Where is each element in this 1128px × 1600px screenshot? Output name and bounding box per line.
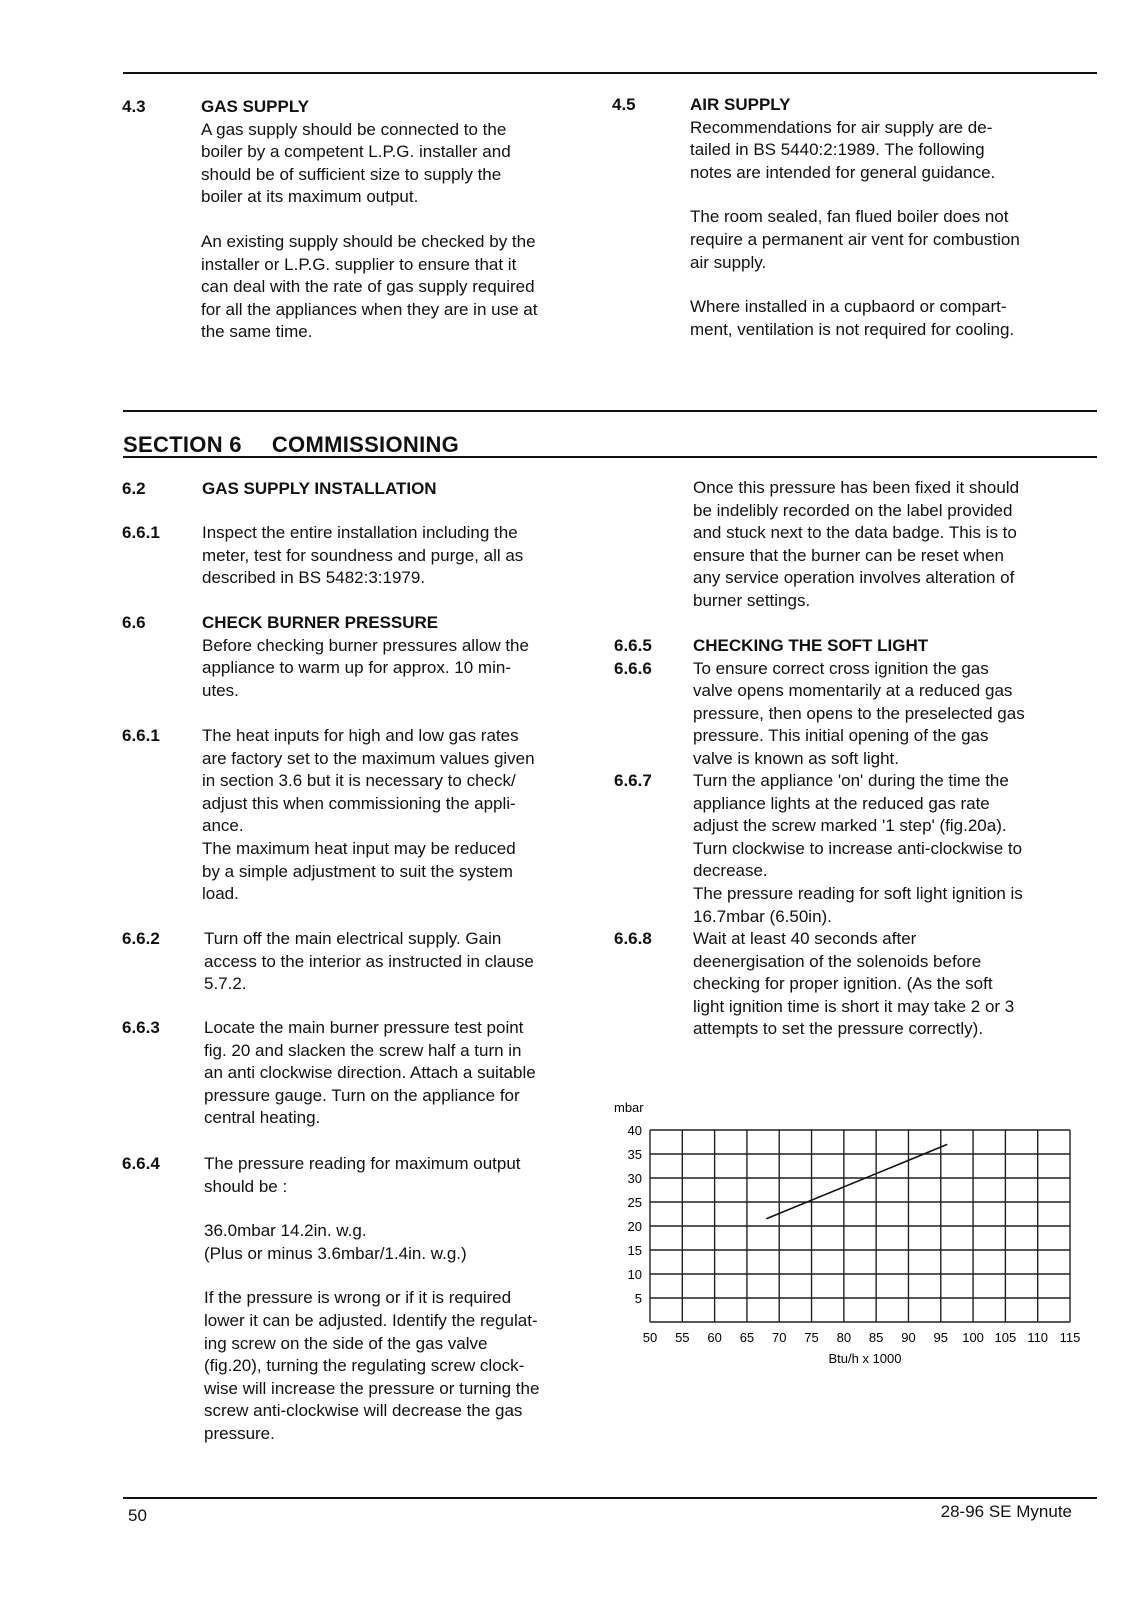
x-tick-label: 110: [1027, 1330, 1049, 1345]
paragraph-text: Turn the appliance 'on' during the time the appliance lights at the reduced gas rate adjust the screw marked '1 step' (fig.20a). Turn clockwise to increase anti-clockwise to decrease. The pressure reading for soft light ignition is 16.7mbar (6.50in).: [693, 771, 1023, 926]
paragraph: [693, 477, 1093, 613]
paragraph-text: The heat inputs for high and low gas rates are factory set to the maximum values given in section 3.6 but it is necessary to check/ adjust this when commissioning the appli- ance. The maximum heat input may be reduced by a simple adjustment to suit the system load.: [202, 726, 535, 904]
y-tick-label: 20: [627, 1219, 642, 1234]
paragraph: [693, 928, 1093, 1041]
pressure-line: [766, 1144, 947, 1218]
heading-air-supply: AIR SUPPLY: [690, 95, 791, 114]
y-tick-label: 40: [627, 1123, 642, 1138]
x-tick-label: 55: [675, 1330, 690, 1345]
paragraph: The room sealed, fan flued boiler does not require a permanent air vent for combustion air supply.: [690, 207, 1020, 272]
section-rule-top: [123, 410, 1097, 412]
paragraph-text: If the pressure is wrong or if it is required lower it can be adjusted. Identify the regulat- ing screw on the side of the gas valve (fig.20), turning the regulating screw clock- wise will increase the pressure or turning the screw anti-clockwise will decrease the gas pressure.: [204, 1288, 540, 1443]
clause-number: [614, 635, 652, 680]
x-tick-label: 70: [771, 1330, 787, 1345]
section-number: SECTION 6: [123, 432, 242, 457]
clause-number: 6.6.7: [614, 771, 652, 790]
clause-number-666: 6.6.6: [614, 658, 652, 678]
y-axis-label: mbar: [614, 1100, 644, 1115]
clause-number: 6.6: [122, 613, 146, 632]
page-number: 50: [128, 1506, 147, 1525]
paragraph-text: Inspect the entire installation including the meter, test for soundness and purge, all as described in BS 5482:3:1979.: [202, 523, 524, 588]
pressure-value: 36.0mbar 14.2in. w.g. (Plus or minus 3.6mbar/1.4in. w.g.): [204, 1221, 467, 1263]
y-tick-label: 25: [627, 1195, 642, 1210]
x-tick-label: 115: [1059, 1330, 1081, 1345]
paragraph: [204, 1017, 604, 1130]
clause-number: 6.6.8: [614, 929, 652, 948]
paragraph: [204, 928, 604, 996]
paragraph-text: Wait at least 40 seconds after deenergisation of the solenoids before checking for proper ignition. (As the soft light ignition time is short it may take 2 or 3 attempts to set the pressure correctly).: [693, 929, 1015, 1039]
y-tick-label: 35: [627, 1147, 642, 1162]
paragraph-text: Turn off the main electrical supply. Gain access to the interior as instructed in clause 5.7.2.: [204, 929, 534, 994]
footer-rule: [123, 1497, 1097, 1499]
paragraph-text: Once this pressure has been fixed it should be indelibly recorded on the label provided and stuck next to the data badge. This is to ensure that the burner can be reset when any service operation involves alteration of burner settings.: [693, 478, 1020, 610]
paragraph: Recommendations for air supply are de- tailed in BS 5440:2:1989. The following notes are intended for general guidance.: [690, 117, 996, 182]
y-tick-label: 15: [627, 1243, 642, 1258]
paragraph: [202, 522, 602, 590]
top-rule: [123, 72, 1097, 74]
paragraph-text: Before checking burner pressures allow the appliance to warm up for approx. 10 min- utes.: [202, 635, 529, 700]
paragraph-text: To ensure correct cross ignition the gas valve opens momentarily at a reduced gas pressure, then opens to the preselected gas pressure. This initial opening of the gas valve is known as soft light.: [693, 658, 1025, 768]
paragraph: [693, 770, 1093, 928]
heading-gas-supply: GAS SUPPLY: [201, 97, 310, 116]
x-tick-label: 60: [707, 1330, 722, 1345]
soft-light-block: [693, 635, 1093, 771]
clause-number: 6.6.4: [122, 1154, 160, 1173]
clause-number: 6.6.2: [122, 929, 160, 948]
section-heading: [123, 432, 489, 458]
x-tick-label: 75: [804, 1330, 819, 1345]
x-tick-label: 105: [994, 1330, 1017, 1345]
y-tick-label: 30: [627, 1171, 642, 1186]
x-tick-label: 95: [933, 1330, 949, 1345]
paragraph: Where installed in a cupbaord or compart- ment, ventilation is not required for cooling.: [690, 297, 1015, 339]
x-tick-label: 50: [642, 1330, 658, 1345]
heading-soft-light: CHECKING THE SOFT LIGHT: [693, 636, 929, 655]
pressure-chart: [600, 1090, 1100, 1390]
pressure-reading-block: [204, 1153, 604, 1446]
x-tick-label: 65: [739, 1330, 755, 1345]
paragraph: An existing supply should be checked by the installer or L.P.G. supplier to ensure that it can deal with the rate of gas supply required for all the appliances when they are in use at the same time.: [201, 231, 538, 342]
paragraph: A gas supply should be connected to the boiler by a competent L.P.G. installer and should be of sufficient size to supply the boiler at its maximum output.: [201, 119, 511, 207]
x-tick-label: 100: [962, 1330, 984, 1345]
clause-number: 4.3: [122, 97, 146, 116]
heading-check-burner-pressure: CHECK BURNER PRESSURE: [202, 613, 439, 632]
gas-supply-block: [201, 96, 596, 344]
document-model: 28-96 SE Mynute: [940, 1502, 1072, 1521]
heading-gas-supply-installation: [202, 478, 602, 501]
paragraph-text: The pressure reading for maximum output should be :: [204, 1154, 521, 1196]
air-supply-block: [690, 94, 1090, 341]
clause-number: 4.5: [612, 95, 636, 114]
x-tick-label: 80: [836, 1330, 852, 1345]
x-tick-label: 85: [868, 1330, 884, 1345]
y-tick-label: 10: [627, 1267, 642, 1282]
section-title: COMMISSIONING: [271, 432, 460, 457]
paragraph-text: Locate the main burner pressure test point fig. 20 and slacken the screw half a turn in an anti clockwise direction. Attach a suitable pressure gauge. Turn on the appliance for central heating.: [204, 1018, 536, 1128]
clause-number: 6.6.3: [122, 1018, 160, 1037]
clause-number-665: 6.6.5: [614, 636, 652, 655]
clause-number: 6.6.1: [122, 523, 160, 542]
heading-text: GAS SUPPLY INSTALLATION: [202, 479, 437, 498]
clause-number: 6.6.1: [122, 726, 160, 745]
clause-number: 6.2: [122, 479, 146, 498]
x-axis-label: Btu/h x 1000: [828, 1351, 902, 1366]
check-burner-pressure-block: [202, 612, 602, 702]
y-tick-label: 5: [634, 1291, 642, 1306]
paragraph: [202, 725, 602, 906]
x-tick-label: 90: [901, 1330, 916, 1345]
